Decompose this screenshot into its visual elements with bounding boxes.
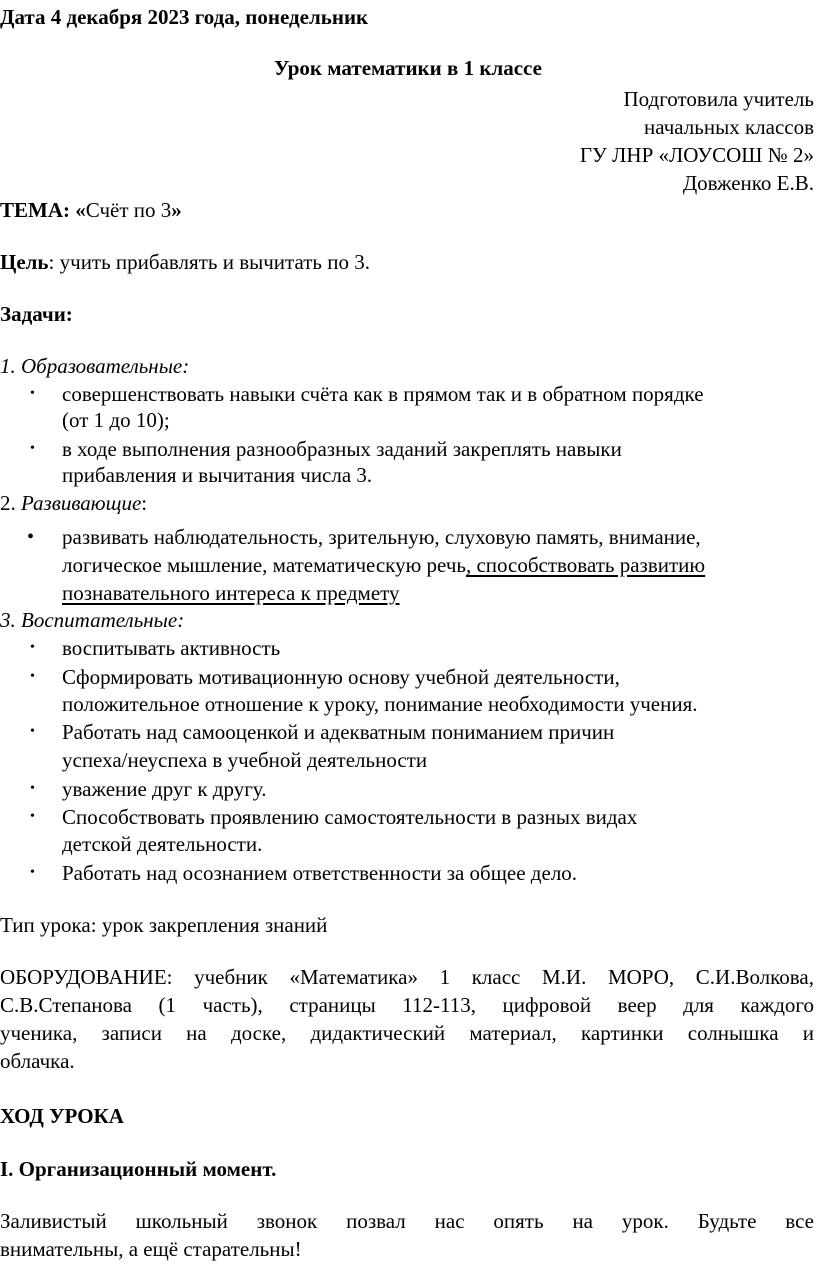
topic-label: ТЕМА: « [0,198,86,222]
developmental-text-underlined: , способствовать развитию [465,553,706,577]
list-item: воспитывать активность [62,636,281,660]
list-item-continued: положительное отношение к уроку, понимание необходимости учения. [62,692,698,716]
topic-close: » [171,198,182,222]
bullet-icon: • [30,865,35,880]
list-item-continued: детской деятельности. [62,832,263,856]
bullet-icon: • [30,669,35,684]
developmental-title: Развивающие [21,491,142,515]
list-item: развивать наблюдательность, зрительную, слуховую память, внимание, [62,525,701,549]
bullet-icon: • [30,441,35,456]
goal-line [0,249,370,275]
list-item: Способствовать проявлению самостоятельности в разных видах [62,805,638,829]
list-item: Работать над осознанием ответственности за общее дело. [62,861,578,885]
topic-value: Счёт по 3 [85,198,172,222]
list-item: уважение друг к другу. [62,777,267,801]
list-item-continued [62,552,705,578]
list-item: Сформировать мотивационную основу учебной деятельности, [62,665,620,689]
list-item: в ходе выполнения разнообразных заданий закреплять навыки [62,437,622,461]
list-item: Работать над самооценкой и адекватным пониманием причин [62,720,615,744]
developmental-number: 2. [0,491,21,515]
upbringing-heading: 3. Воспитательные: [0,608,185,632]
developmental-text-plain: логическое мышление, математическую речь [62,553,466,577]
lesson-date: Дата 4 декабря 2023 года, понедельник [0,5,369,29]
topic-line [0,197,182,223]
goal-value: : учить прибавлять и вычитать по 3. [48,250,370,274]
section-1-heading: I. Организационный момент. [0,1157,277,1181]
tasks-heading: Задачи: [0,302,73,326]
equipment-line-4: облачка. [0,1049,75,1073]
bullet-icon: • [30,386,35,401]
bullet-icon: • [30,809,35,824]
list-item: совершенствовать навыки счёта как в прямом так и в обратном порядке [62,382,704,406]
list-item-continued: успеха/неуспеха в учебной деятельности [62,748,428,772]
section-1-text-line-2: внимательны, а ещё старательны! [0,1237,302,1261]
developmental-colon: : [141,491,148,515]
bullet-icon: • [30,781,35,796]
equipment-line-1: ОБОРУДОВАНИЕ: учебник «Математика» 1 класс М.И. МОРО, С.И.Волкова, [0,965,814,989]
educational-heading: 1. Образовательные: [0,354,190,378]
lesson-flow-heading: ХОД УРОКА [0,1104,124,1128]
equipment-line-2: С.В.Степанова (1 часть), страницы 112-113, цифровой веер для каждого [0,993,814,1017]
author-line-3: ГУ ЛНР «ЛОУСОШ № 2» [579,143,814,167]
developmental-heading [0,490,147,516]
lesson-title: Урок математики в 1 классе [274,56,542,80]
bullet-icon: • [30,724,35,739]
lesson-type: Тип урока: урок закрепления знаний [0,913,328,937]
bullet-icon: • [27,526,35,548]
section-1-text-line-1: Заливистый школьный звонок позвал нас опять на урок. Будьте все [0,1209,814,1233]
equipment-line-3: ученика, записи на доске, дидактический материал, картинки солнышка и [0,1021,814,1045]
list-item-continued: познавательного интереса к предмету [62,581,400,605]
list-item-continued: (от 1 до 10); [62,408,170,432]
author-line-1: Подготовила учитель [623,87,814,111]
bullet-icon: • [30,640,35,655]
list-item-continued: прибавления и вычитания числа 3. [62,463,373,487]
author-line-2: начальных классов [644,115,814,139]
author-line-4: Довженко Е.В. [682,171,814,195]
goal-label: Цель [0,250,49,274]
